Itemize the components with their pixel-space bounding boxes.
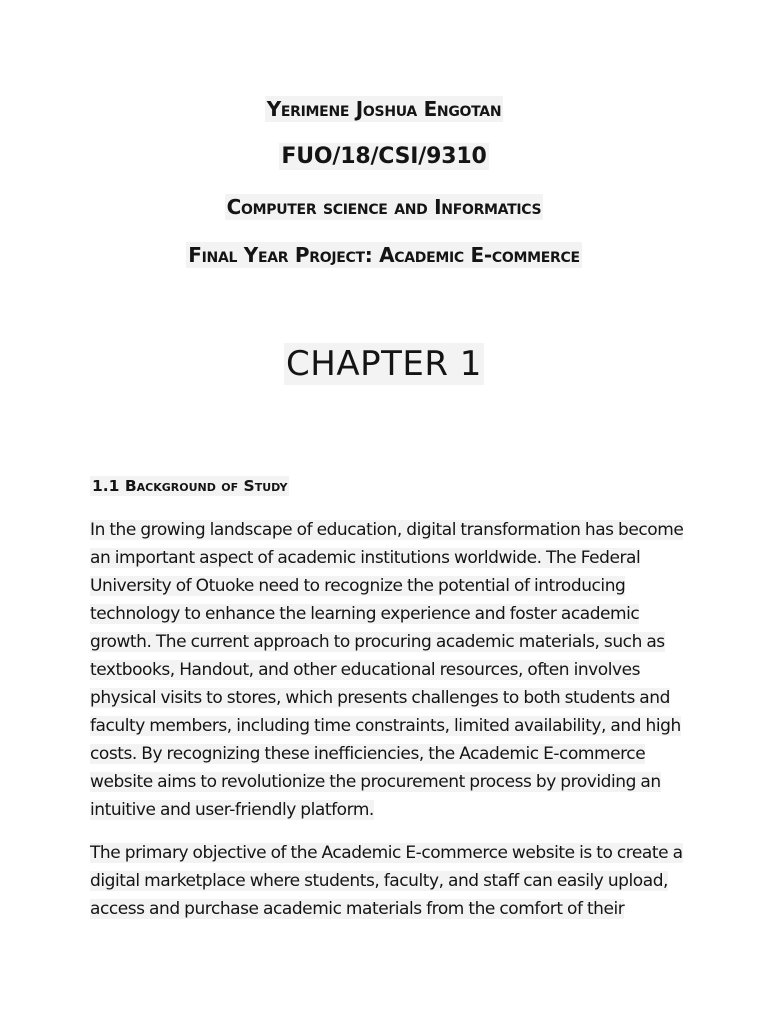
paragraph-line: intuitive and user-friendly platform. [90, 800, 374, 820]
department-name [0, 197, 768, 217]
paragraph-line: In the growing landscape of education, digital transformation has become [90, 520, 684, 540]
body-paragraph-1 [90, 516, 690, 824]
paragraph-line: costs. By recognizing these inefficiencies, the Academic E-commerce [90, 744, 646, 764]
paragraph-line: an important aspect of academic institutions worldwide. The Federal [90, 548, 641, 568]
paragraph-line: technology to enhance the learning experience and foster academic [90, 604, 640, 624]
paragraph-line: University of Otuoke need to recognize the potential of introducing [90, 576, 626, 596]
paragraph-line: website aims to revolutionize the procurement process by providing an [90, 772, 661, 792]
paragraph-line: faculty members, including time constraints, limited availability, and high [90, 716, 681, 736]
paragraph-line: The primary objective of the Academic E-commerce website is to create a [90, 843, 683, 863]
paragraph-line: physical visits to stores, which presents challenges to both students and [90, 688, 670, 708]
chapter-title [0, 344, 768, 384]
section-heading [90, 479, 289, 495]
paragraph-line: growth. The current approach to procuring academic materials, such as [90, 632, 665, 652]
section-heading-text: 1.1 Background of Study [92, 477, 288, 495]
project-title [0, 245, 768, 265]
chapter-title-text: CHAPTER 1 [286, 344, 482, 384]
paragraph-line: textbooks, Handout, and other educational resources, often involves [90, 660, 641, 680]
author-name [0, 99, 768, 119]
student-id-text: FUO/18/CSI/9310 [281, 144, 487, 169]
body-paragraph-2 [90, 839, 690, 923]
paragraph-line: digital marketplace where students, faculty, and staff can easily upload, [90, 871, 668, 891]
paragraph-line: access and purchase academic materials from the comfort of their [90, 899, 625, 919]
author-name-text: Yerimene Joshua Engotan [266, 97, 502, 121]
student-id [0, 146, 768, 168]
project-title-text: Final Year Project: Academic E-commerce [188, 243, 580, 267]
department-name-text: Computer science and Informatics [226, 195, 542, 219]
